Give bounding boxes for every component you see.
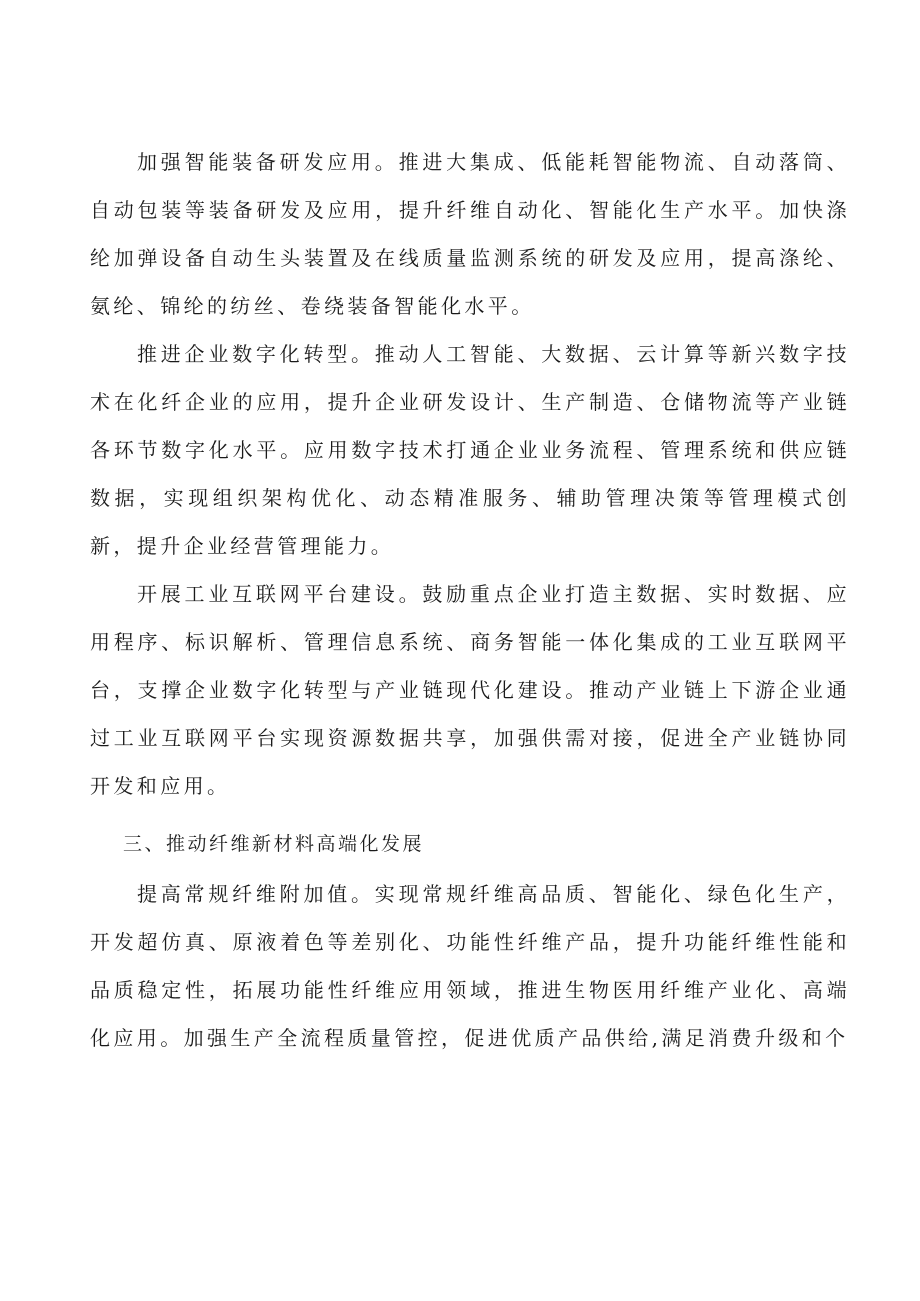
paragraph-smart-equipment: 加强智能装备研发应用。推进大集成、低能耗智能物流、自动落筒、自动包装等装备研发及应用，提升纤维自动化、智能化生产水平。加快涤纶加弹设备自动生头装置及在线质量监测系统的研发及应用，提高涤纶、氨纶、锦纶的纺丝、卷绕装备智能化水平。 [90,150,850,318]
section-heading: 三、推动纤维新材料高端化发展 [123,833,425,855]
document-body [90,138,850,1062]
paragraph-industrial-internet: 开展工业互联网平台建设。鼓励重点企业打造主数据、实时数据、应用程序、标识解析、管理信息系统、商务智能一体化集成的工业互联网平台，支撑企业数字化转型与产业链现代化建设。推动产业链上下游企业通过工业互联网平台实现资源数据共享，加强供需对接，促进全产业链协同开发和应用。 [90,582,850,798]
paragraph-digital-transformation: 推进企业数字化转型。推动人工智能、大数据、云计算等新兴数字技术在化纤企业的应用，提升企业研发设计、生产制造、仓储物流等产业链各环节数字化水平。应用数字技术打通企业业务流程、管理系统和供应链数据，实现组织架构优化、动态精准服务、辅助管理决策等管理模式创新，提升企业经营管理能力。 [90,342,850,558]
paragraph-value-added-fiber: 提高常规纤维附加值。实现常规纤维高品质、智能化、绿色化生产，开发超仿真、原液着色等差别化、功能性纤维产品，提升功能纤维性能和品质稳定性，拓展功能性纤维应用领域，推进生物医用纤维产业化、高端化应用。加强生产全流程质量管控，促进优质产品供给,满足消费升级和个 [90,882,850,1050]
